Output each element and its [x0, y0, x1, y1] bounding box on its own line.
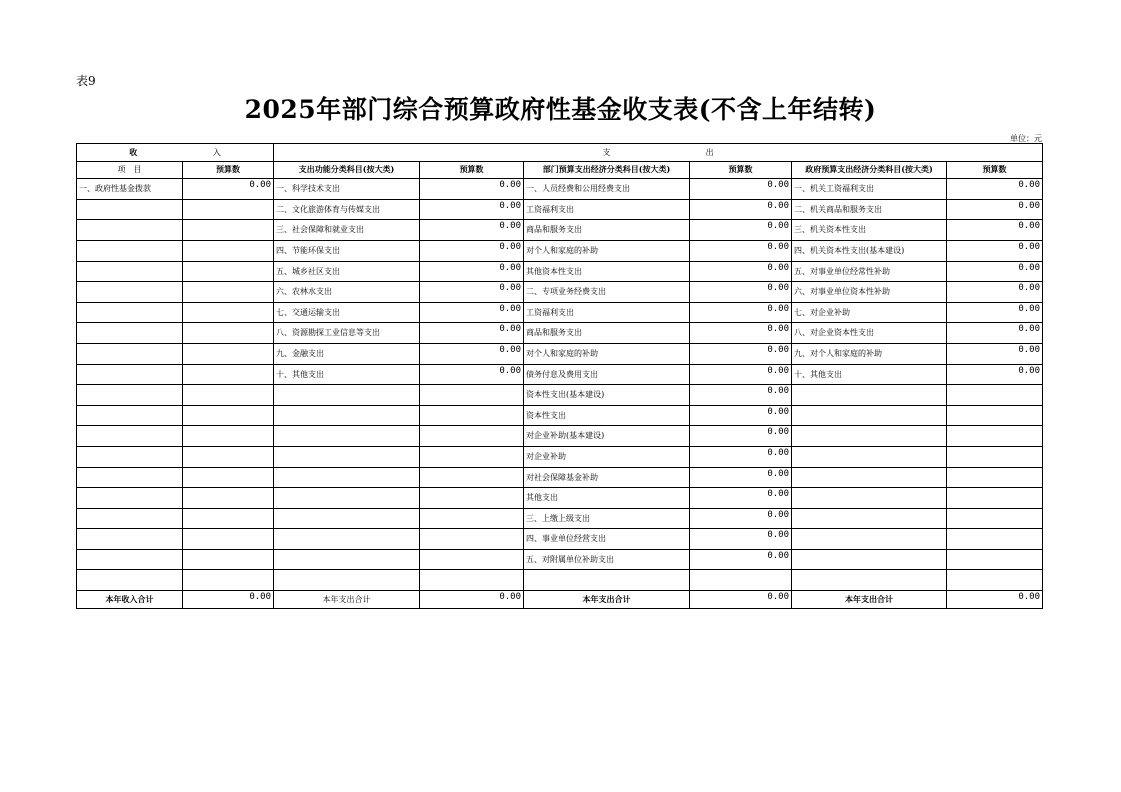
col-header-gov-econ-class: 政府预算支出经济分类科目(按大类) — [792, 161, 947, 179]
income-item-cell: 一、政府性基金拨款 — [77, 179, 183, 200]
expense-group-header — [274, 144, 1043, 162]
dept-budget-cell: 0.00 — [690, 364, 792, 385]
income-item-cell — [77, 446, 183, 467]
func-budget-cell: 0.00 — [420, 323, 524, 344]
col-header-income-budget: 预算数 — [183, 161, 274, 179]
dept-econ-class-cell: 债务付息及费用支出 — [524, 364, 690, 385]
dept-econ-class-cell: 二、专项业务经费支出 — [524, 282, 690, 303]
func-budget-cell — [420, 426, 524, 447]
table-row — [77, 405, 1043, 426]
gov-econ-class-cell — [792, 405, 947, 426]
income-budget-cell — [183, 343, 274, 364]
func-budget-cell: 0.00 — [420, 364, 524, 385]
income-budget-cell — [183, 261, 274, 282]
income-item-cell — [77, 529, 183, 550]
func-budget-cell: 0.00 — [420, 240, 524, 261]
totals-row — [77, 591, 1043, 609]
gov-budget-cell — [947, 529, 1043, 550]
dept-budget-cell: 0.00 — [690, 385, 792, 406]
total-dept-value: 0.00 — [690, 591, 792, 609]
dept-econ-class-cell — [524, 570, 690, 591]
income-budget-cell — [183, 323, 274, 344]
gov-budget-cell — [947, 488, 1043, 509]
total-gov-label: 本年支出合计 — [792, 591, 947, 609]
gov-budget-cell — [947, 549, 1043, 570]
func-class-cell — [274, 529, 420, 550]
gov-budget-cell: 0.00 — [947, 179, 1043, 200]
func-class-cell — [274, 426, 420, 447]
income-budget-cell — [183, 467, 274, 488]
col-header-gov-budget: 预算数 — [947, 161, 1043, 179]
gov-econ-class-cell — [792, 529, 947, 550]
func-budget-cell — [420, 508, 524, 529]
func-budget-cell: 0.00 — [420, 199, 524, 220]
table-row — [77, 426, 1043, 447]
income-item-cell — [77, 488, 183, 509]
func-class-cell: 十、其他支出 — [274, 364, 420, 385]
table-row — [77, 385, 1043, 406]
dept-budget-cell: 0.00 — [690, 240, 792, 261]
income-budget-cell — [183, 549, 274, 570]
table-row — [77, 323, 1043, 344]
header-row-group — [77, 144, 1043, 162]
dept-budget-cell: 0.00 — [690, 467, 792, 488]
income-header-char-1: 收 — [129, 146, 138, 157]
func-class-cell — [274, 405, 420, 426]
func-budget-cell — [420, 385, 524, 406]
dept-budget-cell: 0.00 — [690, 179, 792, 200]
income-budget-cell — [183, 302, 274, 323]
income-item-cell — [77, 508, 183, 529]
func-class-cell — [274, 385, 420, 406]
gov-budget-cell: 0.00 — [947, 302, 1043, 323]
dept-econ-class-cell: 四、事业单位经营支出 — [524, 529, 690, 550]
gov-budget-cell — [947, 446, 1043, 467]
income-item-cell — [77, 385, 183, 406]
income-budget-cell — [183, 220, 274, 241]
dept-budget-cell: 0.00 — [690, 426, 792, 447]
expense-header-char-1: 支 — [602, 147, 611, 157]
table-row — [77, 467, 1043, 488]
income-budget-cell — [183, 240, 274, 261]
gov-econ-class-cell: 六、对事业单位资本性补助 — [792, 282, 947, 303]
table-row — [77, 343, 1043, 364]
dept-econ-class-cell: 资本性支出(基本建设) — [524, 385, 690, 406]
dept-econ-class-cell: 其他支出 — [524, 488, 690, 509]
gov-budget-cell: 0.00 — [947, 240, 1043, 261]
gov-budget-cell — [947, 508, 1043, 529]
table-row — [77, 282, 1043, 303]
table-row — [77, 529, 1043, 550]
gov-econ-class-cell — [792, 549, 947, 570]
gov-econ-class-cell — [792, 570, 947, 591]
dept-econ-class-cell: 商品和服务支出 — [524, 220, 690, 241]
func-budget-cell: 0.00 — [420, 282, 524, 303]
income-budget-cell — [183, 364, 274, 385]
gov-econ-class-cell — [792, 488, 947, 509]
gov-budget-cell — [947, 570, 1043, 591]
dept-econ-class-cell: 工资福利支出 — [524, 199, 690, 220]
income-item-cell — [77, 282, 183, 303]
func-budget-cell — [420, 529, 524, 550]
table-number: 表9 — [76, 74, 96, 88]
income-item-cell — [77, 261, 183, 282]
gov-econ-class-cell: 五、对事业单位经常性补助 — [792, 261, 947, 282]
gov-econ-class-cell — [792, 467, 947, 488]
income-budget-cell — [183, 508, 274, 529]
dept-budget-cell: 0.00 — [690, 446, 792, 467]
dept-econ-class-cell: 对企业补助(基本建设) — [524, 426, 690, 447]
func-class-cell — [274, 446, 420, 467]
dept-budget-cell: 0.00 — [690, 220, 792, 241]
dept-budget-cell: 0.00 — [690, 405, 792, 426]
table-row — [77, 446, 1043, 467]
func-budget-cell: 0.00 — [420, 179, 524, 200]
income-group-header — [77, 144, 274, 162]
total-dept-label: 本年支出合计 — [524, 591, 690, 609]
header-row-columns — [77, 161, 1043, 179]
table-row — [77, 488, 1043, 509]
func-class-cell: 三、社会保障和就业支出 — [274, 220, 420, 241]
table-row — [77, 179, 1043, 200]
budget-table — [76, 143, 1043, 609]
unit-label: 单位：元 — [1010, 134, 1042, 143]
dept-econ-class-cell: 一、人员经费和公用经费支出 — [524, 179, 690, 200]
table-row — [77, 199, 1043, 220]
gov-budget-cell — [947, 385, 1043, 406]
table-row — [77, 508, 1043, 529]
gov-econ-class-cell: 三、机关资本性支出 — [792, 220, 947, 241]
dept-budget-cell: 0.00 — [690, 302, 792, 323]
income-item-cell — [77, 426, 183, 447]
income-budget-cell: 0.00 — [183, 179, 274, 200]
func-budget-cell — [420, 570, 524, 591]
dept-budget-cell: 0.00 — [690, 549, 792, 570]
dept-econ-class-cell: 其他资本性支出 — [524, 261, 690, 282]
table-row — [77, 261, 1043, 282]
gov-budget-cell: 0.00 — [947, 343, 1043, 364]
gov-econ-class-cell: 十、其他支出 — [792, 364, 947, 385]
income-header-char-2: 入 — [212, 147, 221, 157]
func-class-cell: 五、城乡社区支出 — [274, 261, 420, 282]
total-func-value: 0.00 — [420, 591, 524, 609]
income-budget-cell — [183, 426, 274, 447]
func-class-cell — [274, 570, 420, 591]
gov-econ-class-cell: 二、机关商品和服务支出 — [792, 199, 947, 220]
income-item-cell — [77, 570, 183, 591]
total-gov-value: 0.00 — [947, 591, 1043, 609]
func-budget-cell: 0.00 — [420, 343, 524, 364]
func-budget-cell: 0.00 — [420, 261, 524, 282]
dept-econ-class-cell: 五、对附属单位补助支出 — [524, 549, 690, 570]
func-class-cell: 九、金融支出 — [274, 343, 420, 364]
col-header-func-budget: 预算数 — [420, 161, 524, 179]
income-budget-cell — [183, 488, 274, 509]
dept-econ-class-cell: 工资福利支出 — [524, 302, 690, 323]
total-income-label: 本年收入合计 — [77, 591, 183, 609]
table-row — [77, 302, 1043, 323]
expense-header-char-2: 出 — [705, 147, 714, 157]
table-row — [77, 549, 1043, 570]
dept-econ-class-cell: 对社会保障基金补助 — [524, 467, 690, 488]
func-class-cell: 一、科学技术支出 — [274, 179, 420, 200]
income-item-cell — [77, 549, 183, 570]
income-budget-cell — [183, 385, 274, 406]
dept-budget-cell: 0.00 — [690, 199, 792, 220]
func-budget-cell — [420, 467, 524, 488]
income-item-cell — [77, 240, 183, 261]
func-class-cell — [274, 508, 420, 529]
income-item-cell — [77, 220, 183, 241]
gov-budget-cell: 0.00 — [947, 323, 1043, 344]
total-func-label: 本年支出合计 — [274, 591, 420, 609]
income-item-cell — [77, 364, 183, 385]
income-budget-cell — [183, 282, 274, 303]
gov-budget-cell — [947, 426, 1043, 447]
dept-econ-class-cell: 对个人和家庭的补助 — [524, 343, 690, 364]
dept-econ-class-cell: 对个人和家庭的补助 — [524, 240, 690, 261]
dept-budget-cell: 0.00 — [690, 261, 792, 282]
func-class-cell — [274, 467, 420, 488]
func-class-cell: 六、农林水支出 — [274, 282, 420, 303]
func-budget-cell — [420, 446, 524, 467]
dept-econ-class-cell: 资本性支出 — [524, 405, 690, 426]
dept-econ-class-cell: 三、上缴上级支出 — [524, 508, 690, 529]
func-class-cell — [274, 549, 420, 570]
table-row — [77, 570, 1043, 591]
func-budget-cell: 0.00 — [420, 220, 524, 241]
func-class-cell: 四、节能环保支出 — [274, 240, 420, 261]
income-budget-cell — [183, 405, 274, 426]
gov-econ-class-cell: 九、对个人和家庭的补助 — [792, 343, 947, 364]
func-budget-cell: 0.00 — [420, 302, 524, 323]
col-header-dept-econ-class: 部门预算支出经济分类科目(按大类) — [524, 161, 690, 179]
income-item-cell — [77, 343, 183, 364]
func-budget-cell — [420, 549, 524, 570]
gov-econ-class-cell — [792, 385, 947, 406]
table-row — [77, 364, 1043, 385]
func-class-cell — [274, 488, 420, 509]
gov-econ-class-cell: 一、机关工资福利支出 — [792, 179, 947, 200]
gov-econ-class-cell — [792, 446, 947, 467]
income-item-cell — [77, 467, 183, 488]
col-header-dept-budget: 预算数 — [690, 161, 792, 179]
dept-budget-cell: 0.00 — [690, 343, 792, 364]
dept-budget-cell: 0.00 — [690, 282, 792, 303]
func-budget-cell — [420, 488, 524, 509]
income-item-cell — [77, 199, 183, 220]
page-title: 2025年部门综合预算政府性基金收支表(不含上年结转) — [244, 95, 877, 124]
gov-budget-cell: 0.00 — [947, 261, 1043, 282]
func-budget-cell — [420, 405, 524, 426]
income-item-cell — [77, 302, 183, 323]
gov-budget-cell: 0.00 — [947, 282, 1043, 303]
func-class-cell: 七、交通运输支出 — [274, 302, 420, 323]
income-item-cell — [77, 405, 183, 426]
income-budget-cell — [183, 570, 274, 591]
income-budget-cell — [183, 446, 274, 467]
gov-budget-cell: 0.00 — [947, 199, 1043, 220]
gov-budget-cell — [947, 467, 1043, 488]
func-class-cell: 八、资源勘探工业信息等支出 — [274, 323, 420, 344]
gov-econ-class-cell: 四、机关资本性支出(基本建设) — [792, 240, 947, 261]
gov-econ-class-cell: 七、对企业补助 — [792, 302, 947, 323]
col-header-func-class: 支出功能分类科目(按大类) — [274, 161, 420, 179]
dept-budget-cell: 0.00 — [690, 488, 792, 509]
dept-budget-cell: 0.00 — [690, 323, 792, 344]
func-class-cell: 二、文化旅游体育与传媒支出 — [274, 199, 420, 220]
col-header-item: 项 目 — [77, 161, 183, 179]
gov-budget-cell: 0.00 — [947, 364, 1043, 385]
dept-budget-cell — [690, 570, 792, 591]
gov-econ-class-cell — [792, 508, 947, 529]
dept-budget-cell: 0.00 — [690, 529, 792, 550]
dept-econ-class-cell: 商品和服务支出 — [524, 323, 690, 344]
income-budget-cell — [183, 199, 274, 220]
income-budget-cell — [183, 529, 274, 550]
dept-econ-class-cell: 对企业补助 — [524, 446, 690, 467]
table-row — [77, 240, 1043, 261]
gov-budget-cell: 0.00 — [947, 220, 1043, 241]
gov-budget-cell — [947, 405, 1043, 426]
dept-budget-cell: 0.00 — [690, 508, 792, 529]
table-row — [77, 220, 1043, 241]
gov-econ-class-cell — [792, 426, 947, 447]
total-income-value: 0.00 — [183, 591, 274, 609]
gov-econ-class-cell: 八、对企业资本性支出 — [792, 323, 947, 344]
income-item-cell — [77, 323, 183, 344]
